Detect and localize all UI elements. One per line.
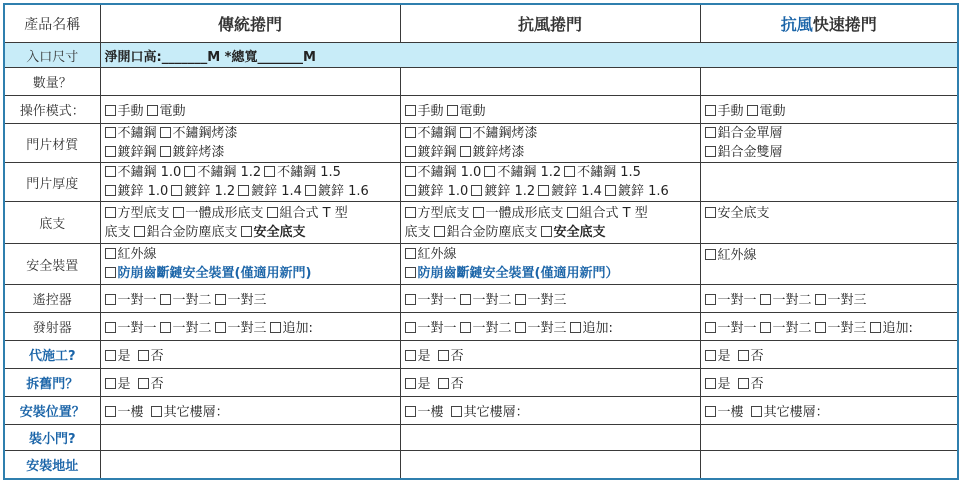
checkbox[interactable] <box>405 166 416 177</box>
quantity-row <box>4 68 958 96</box>
opt-add: 追加: <box>282 321 313 336</box>
opt-no: 否 <box>150 377 164 392</box>
opt-alu-single: 鋁合金單層 <box>717 126 783 141</box>
location-row <box>4 397 958 425</box>
checkbox[interactable] <box>238 185 249 196</box>
checkbox[interactable] <box>564 166 575 177</box>
opt-first-floor: 一樓 <box>117 405 144 420</box>
checkbox[interactable] <box>105 207 116 218</box>
opt-electric: 電動 <box>459 104 486 119</box>
opt-first-floor: 一樓 <box>417 405 444 420</box>
opt-combo-base: 組合式 T 型 <box>579 205 648 221</box>
opt-stainless-paint: 不鏽鋼烤漆 <box>172 126 238 141</box>
opt-yes: 是 <box>717 377 731 392</box>
opt-one-to-two: 一對二 <box>172 321 212 336</box>
opt-infrared: 紅外線 <box>417 247 457 262</box>
opt-one-to-three: 一對三 <box>827 321 867 336</box>
install-service-row <box>4 341 958 369</box>
checkbox[interactable] <box>705 146 716 157</box>
checkbox[interactable] <box>460 127 471 138</box>
checkbox[interactable] <box>747 105 758 116</box>
order-form <box>3 3 959 480</box>
opt-alu-dust-base: 鋁合金防塵底支 <box>446 224 538 240</box>
checkbox[interactable] <box>134 226 145 237</box>
location-label: 安裝位置？ <box>4 397 100 425</box>
material-cell-1 <box>100 124 400 163</box>
opt-combo-base: 組合式 T 型 <box>279 205 348 221</box>
opt-one-to-two: 一對二 <box>772 321 812 336</box>
checkbox[interactable] <box>147 105 158 116</box>
opt-one-to-three: 一對三 <box>227 293 267 308</box>
opt-one-to-two: 一對二 <box>172 293 212 308</box>
opt-one-to-three: 一對三 <box>527 321 567 336</box>
checkbox[interactable] <box>738 378 749 389</box>
small-door-row <box>4 425 958 451</box>
checkbox[interactable] <box>171 185 182 196</box>
checkbox[interactable] <box>438 350 449 361</box>
remote-cell-3 <box>700 285 958 313</box>
opt-ss10: 不鏽鋼 1.0 <box>417 165 482 180</box>
opt-one-to-three: 一對三 <box>527 293 567 308</box>
checkbox[interactable] <box>451 406 462 417</box>
checkbox[interactable] <box>105 166 116 177</box>
checkbox[interactable] <box>267 207 278 218</box>
col-header-fast <box>700 4 958 43</box>
address-cell-3[interactable] <box>700 451 958 480</box>
operation-cell-3 <box>700 96 958 124</box>
material-cell-3 <box>700 124 958 163</box>
operation-cell-2 <box>400 96 700 124</box>
location-cell-1 <box>100 397 400 425</box>
checkbox[interactable] <box>405 294 416 305</box>
opt-one-to-three: 一對三 <box>227 321 267 336</box>
install-service-cell-3 <box>700 341 958 369</box>
checkbox[interactable] <box>138 378 149 389</box>
opt-yes: 是 <box>417 377 431 392</box>
checkbox[interactable] <box>405 378 416 389</box>
opt-one-to-one: 一對一 <box>417 293 457 308</box>
opt-galvanized: 鍍鋅鋼 <box>417 145 457 160</box>
thickness-cell-3 <box>700 163 958 202</box>
material-cell-2 <box>400 124 700 163</box>
material-label: 門片材質 <box>4 124 100 163</box>
checkbox[interactable] <box>705 105 716 116</box>
opt-no: 否 <box>450 377 464 392</box>
opt-alu-double: 鋁合金雙層 <box>717 145 783 160</box>
opt-square-base: 方型底支 <box>117 205 170 221</box>
checkbox[interactable] <box>705 406 716 417</box>
checkbox[interactable] <box>567 207 578 218</box>
opt-no: 否 <box>750 349 764 364</box>
location-cell-3 <box>700 397 958 425</box>
product-name-label: 產品名稱 <box>4 4 100 43</box>
opt-first-floor: 一樓 <box>717 405 744 420</box>
remote-row <box>4 285 958 313</box>
checkbox[interactable] <box>705 378 716 389</box>
checkbox[interactable] <box>705 350 716 361</box>
checkbox[interactable] <box>751 406 762 417</box>
remove-old-row <box>4 369 958 397</box>
address-cell-2[interactable] <box>400 451 700 480</box>
checkbox[interactable] <box>705 294 716 305</box>
opt-ss12: 不鏽鋼 1.2 <box>497 165 562 180</box>
opt-one-to-three: 一對三 <box>827 293 867 308</box>
product-spec-table <box>3 3 959 480</box>
checkbox[interactable] <box>105 322 116 333</box>
opt-combo-base-cont: 底支 <box>404 224 431 240</box>
checkbox[interactable] <box>405 207 416 218</box>
checkbox[interactable] <box>541 226 552 237</box>
checkbox[interactable] <box>760 294 771 305</box>
quantity-cell-2[interactable] <box>400 68 700 96</box>
entrance-label: 入口尺寸 <box>4 43 100 68</box>
safety-cell-2 <box>400 244 700 285</box>
checkbox[interactable] <box>405 350 416 361</box>
checkbox[interactable] <box>405 185 416 196</box>
remove-old-cell-2 <box>400 369 700 397</box>
opt-add: 追加: <box>882 321 913 336</box>
opt-no: 否 <box>750 377 764 392</box>
opt-safe-base: 安全底支 <box>553 224 606 240</box>
small-door-cell-2[interactable] <box>400 425 700 451</box>
checkbox[interactable] <box>105 105 116 116</box>
opt-yes: 是 <box>717 349 731 364</box>
opt-yes: 是 <box>417 349 431 364</box>
opt-manual: 手動 <box>117 104 144 119</box>
checkbox[interactable] <box>105 146 116 157</box>
checkbox[interactable] <box>705 207 716 218</box>
checkbox[interactable] <box>405 322 416 333</box>
small-door-label: 裝小門? <box>4 425 100 451</box>
entrance-row <box>4 43 958 68</box>
opt-yes: 是 <box>117 377 131 392</box>
safety-label: 安全裝置 <box>4 244 100 285</box>
small-door-cell-1[interactable] <box>100 425 400 451</box>
opt-molded-base: 一體成形底支 <box>185 205 264 221</box>
checkbox[interactable] <box>105 406 116 417</box>
opt-one-to-two: 一對二 <box>472 321 512 336</box>
checkbox[interactable] <box>815 294 826 305</box>
checkbox[interactable] <box>138 350 149 361</box>
opt-electric: 電動 <box>759 104 786 119</box>
opt-alu-dust-base: 鋁合金防塵底支 <box>146 224 238 240</box>
install-service-cell-1 <box>100 341 400 369</box>
thickness-cell-1 <box>100 163 400 202</box>
checkbox[interactable] <box>151 406 162 417</box>
checkbox[interactable] <box>405 248 416 259</box>
operation-cell-1 <box>100 96 400 124</box>
base-cell-1 <box>100 202 400 244</box>
opt-one-to-two: 一對二 <box>772 293 812 308</box>
checkbox[interactable] <box>405 146 416 157</box>
opt-galvanized: 鍍鋅鋼 <box>117 145 157 160</box>
opt-combo-base-cont: 底支 <box>104 224 131 240</box>
checkbox[interactable] <box>515 294 526 305</box>
material-row <box>4 124 958 163</box>
opt-infrared: 紅外線 <box>717 248 757 263</box>
opt-anti-fall: 防崩齒斷鏈安全裝置(僅適用新門) <box>117 266 312 281</box>
remote-cell-2 <box>400 285 700 313</box>
checkbox[interactable] <box>105 350 116 361</box>
safety-cell-3 <box>700 244 958 285</box>
opt-one-to-two: 一對二 <box>472 293 512 308</box>
opt-yes: 是 <box>117 349 131 364</box>
checkbox[interactable] <box>105 294 116 305</box>
opt-manual: 手動 <box>717 104 744 119</box>
opt-stainless-paint: 不鏽鋼烤漆 <box>472 126 538 141</box>
col-header-fast-rest: 快速捲門 <box>812 15 877 34</box>
opt-g10: 鍍鋅 1.0 <box>417 184 469 199</box>
checkbox[interactable] <box>815 322 826 333</box>
checkbox[interactable] <box>405 127 416 138</box>
quantity-cell-1[interactable] <box>100 68 400 96</box>
opt-other-floor: 其它樓層： <box>463 405 529 420</box>
transmitter-label: 發射器 <box>4 313 100 341</box>
transmitter-cell-3 <box>700 313 958 341</box>
opt-g12: 鍍鋅 1.2 <box>484 184 536 199</box>
opt-g12: 鍍鋅 1.2 <box>184 184 236 199</box>
small-door-cell-3[interactable] <box>700 425 958 451</box>
checkbox[interactable] <box>105 248 116 259</box>
checkbox[interactable] <box>605 185 616 196</box>
checkbox[interactable] <box>105 185 116 196</box>
col-header-fast-accent: 抗風 <box>780 15 813 34</box>
header-row <box>4 4 958 43</box>
checkbox[interactable] <box>447 105 458 116</box>
quantity-cell-3[interactable] <box>700 68 958 96</box>
checkbox[interactable] <box>471 185 482 196</box>
opt-g16: 鍍鋅 1.6 <box>317 184 369 199</box>
opt-safe-base-plain: 安全底支 <box>717 206 770 221</box>
opt-galvanized-paint: 鍍鋅烤漆 <box>172 145 225 160</box>
opt-no: 否 <box>450 349 464 364</box>
opt-other-floor: 其它樓層： <box>763 405 829 420</box>
base-cell-3 <box>700 202 958 244</box>
remote-label: 遙控器 <box>4 285 100 313</box>
opt-g16: 鍍鋅 1.6 <box>617 184 669 199</box>
checkbox[interactable] <box>160 294 171 305</box>
opt-stainless: 不鏽鋼 <box>117 126 157 141</box>
remove-old-cell-1 <box>100 369 400 397</box>
install-service-label: 代施工? <box>4 341 100 369</box>
location-cell-2 <box>400 397 700 425</box>
opt-one-to-one: 一對一 <box>417 321 457 336</box>
checkbox[interactable] <box>160 322 171 333</box>
checkbox[interactable] <box>184 166 195 177</box>
checkbox[interactable] <box>160 146 171 157</box>
opt-ss15: 不鏽鋼 1.5 <box>277 165 341 180</box>
opt-add: 追加: <box>582 321 613 336</box>
opt-no: 否 <box>150 349 164 364</box>
opt-anti-fall: 防崩齒斷鏈安全裝置(僅適用新門） <box>417 266 619 281</box>
opt-other-floor: 其它樓層： <box>163 405 229 420</box>
base-cell-2 <box>400 202 700 244</box>
opt-safe-base: 安全底支 <box>253 224 306 240</box>
checkbox[interactable] <box>160 127 171 138</box>
checkbox[interactable] <box>705 249 716 260</box>
checkbox[interactable] <box>241 226 252 237</box>
thickness-cell-2 <box>400 163 700 202</box>
opt-infrared: 紅外線 <box>117 247 157 262</box>
opt-one-to-one: 一對一 <box>717 321 757 336</box>
checkbox[interactable] <box>438 378 449 389</box>
safety-row <box>4 244 958 285</box>
base-label: 底支 <box>4 202 100 244</box>
checkbox[interactable] <box>215 294 226 305</box>
checkbox[interactable] <box>173 207 184 218</box>
opt-stainless: 不鏽鋼 <box>417 126 457 141</box>
remove-old-label: 拆舊門？ <box>4 369 100 397</box>
opt-one-to-one: 一對一 <box>717 293 757 308</box>
entrance-size-field[interactable]: 淨開口高:_______M *總寬_______M <box>100 43 958 68</box>
opt-one-to-one: 一對一 <box>117 293 157 308</box>
quantity-label: 數量？ <box>4 68 100 96</box>
thickness-label: 門片厚度 <box>4 163 100 202</box>
address-cell-1[interactable] <box>100 451 400 480</box>
opt-g14: 鍍鋅 1.4 <box>551 184 602 199</box>
checkbox[interactable] <box>264 166 275 177</box>
remove-old-cell-3 <box>700 369 958 397</box>
opt-ss15: 不鏽鋼 1.5 <box>577 165 641 180</box>
opt-square-base: 方型底支 <box>417 205 470 221</box>
operation-label: 操作模式： <box>4 96 100 124</box>
checkbox[interactable] <box>473 207 484 218</box>
opt-molded-base: 一體成形底支 <box>485 205 564 221</box>
opt-ss12: 不鏽鋼 1.2 <box>197 165 262 180</box>
opt-ss10: 不鏽鋼 1.0 <box>117 165 182 180</box>
checkbox[interactable] <box>460 322 471 333</box>
checkbox[interactable] <box>760 322 771 333</box>
checkbox[interactable] <box>305 185 316 196</box>
opt-one-to-one: 一對一 <box>117 321 157 336</box>
checkbox[interactable] <box>484 166 495 177</box>
checkbox[interactable] <box>538 185 549 196</box>
opt-g14: 鍍鋅 1.4 <box>251 184 302 199</box>
checkbox[interactable] <box>405 406 416 417</box>
address-row <box>4 451 958 480</box>
transmitter-cell-2 <box>400 313 700 341</box>
remote-cell-1 <box>100 285 400 313</box>
base-row <box>4 202 958 244</box>
checkbox[interactable] <box>570 322 581 333</box>
checkbox[interactable] <box>215 322 226 333</box>
address-label: 安裝地址 <box>4 451 100 480</box>
opt-galvanized-paint: 鍍鋅烤漆 <box>472 145 525 160</box>
operation-row <box>4 96 958 124</box>
transmitter-row <box>4 313 958 341</box>
checkbox[interactable] <box>515 322 526 333</box>
col-header-windproof: 抗風捲門 <box>400 4 700 43</box>
checkbox[interactable] <box>105 127 116 138</box>
opt-manual: 手動 <box>417 104 444 119</box>
safety-cell-1 <box>100 244 400 285</box>
checkbox[interactable] <box>460 294 471 305</box>
install-service-cell-2 <box>400 341 700 369</box>
checkbox[interactable] <box>738 350 749 361</box>
opt-electric: 電動 <box>159 104 186 119</box>
thickness-row <box>4 163 958 202</box>
checkbox[interactable] <box>870 322 881 333</box>
transmitter-cell-1 <box>100 313 400 341</box>
col-header-traditional: 傳統捲門 <box>100 4 400 43</box>
checkbox[interactable] <box>405 267 416 278</box>
checkbox[interactable] <box>270 322 281 333</box>
checkbox[interactable] <box>105 378 116 389</box>
checkbox[interactable] <box>705 127 716 138</box>
checkbox[interactable] <box>705 322 716 333</box>
checkbox[interactable] <box>434 226 445 237</box>
checkbox[interactable] <box>405 105 416 116</box>
opt-g10: 鍍鋅 1.0 <box>117 184 169 199</box>
checkbox[interactable] <box>460 146 471 157</box>
checkbox[interactable] <box>105 267 116 278</box>
